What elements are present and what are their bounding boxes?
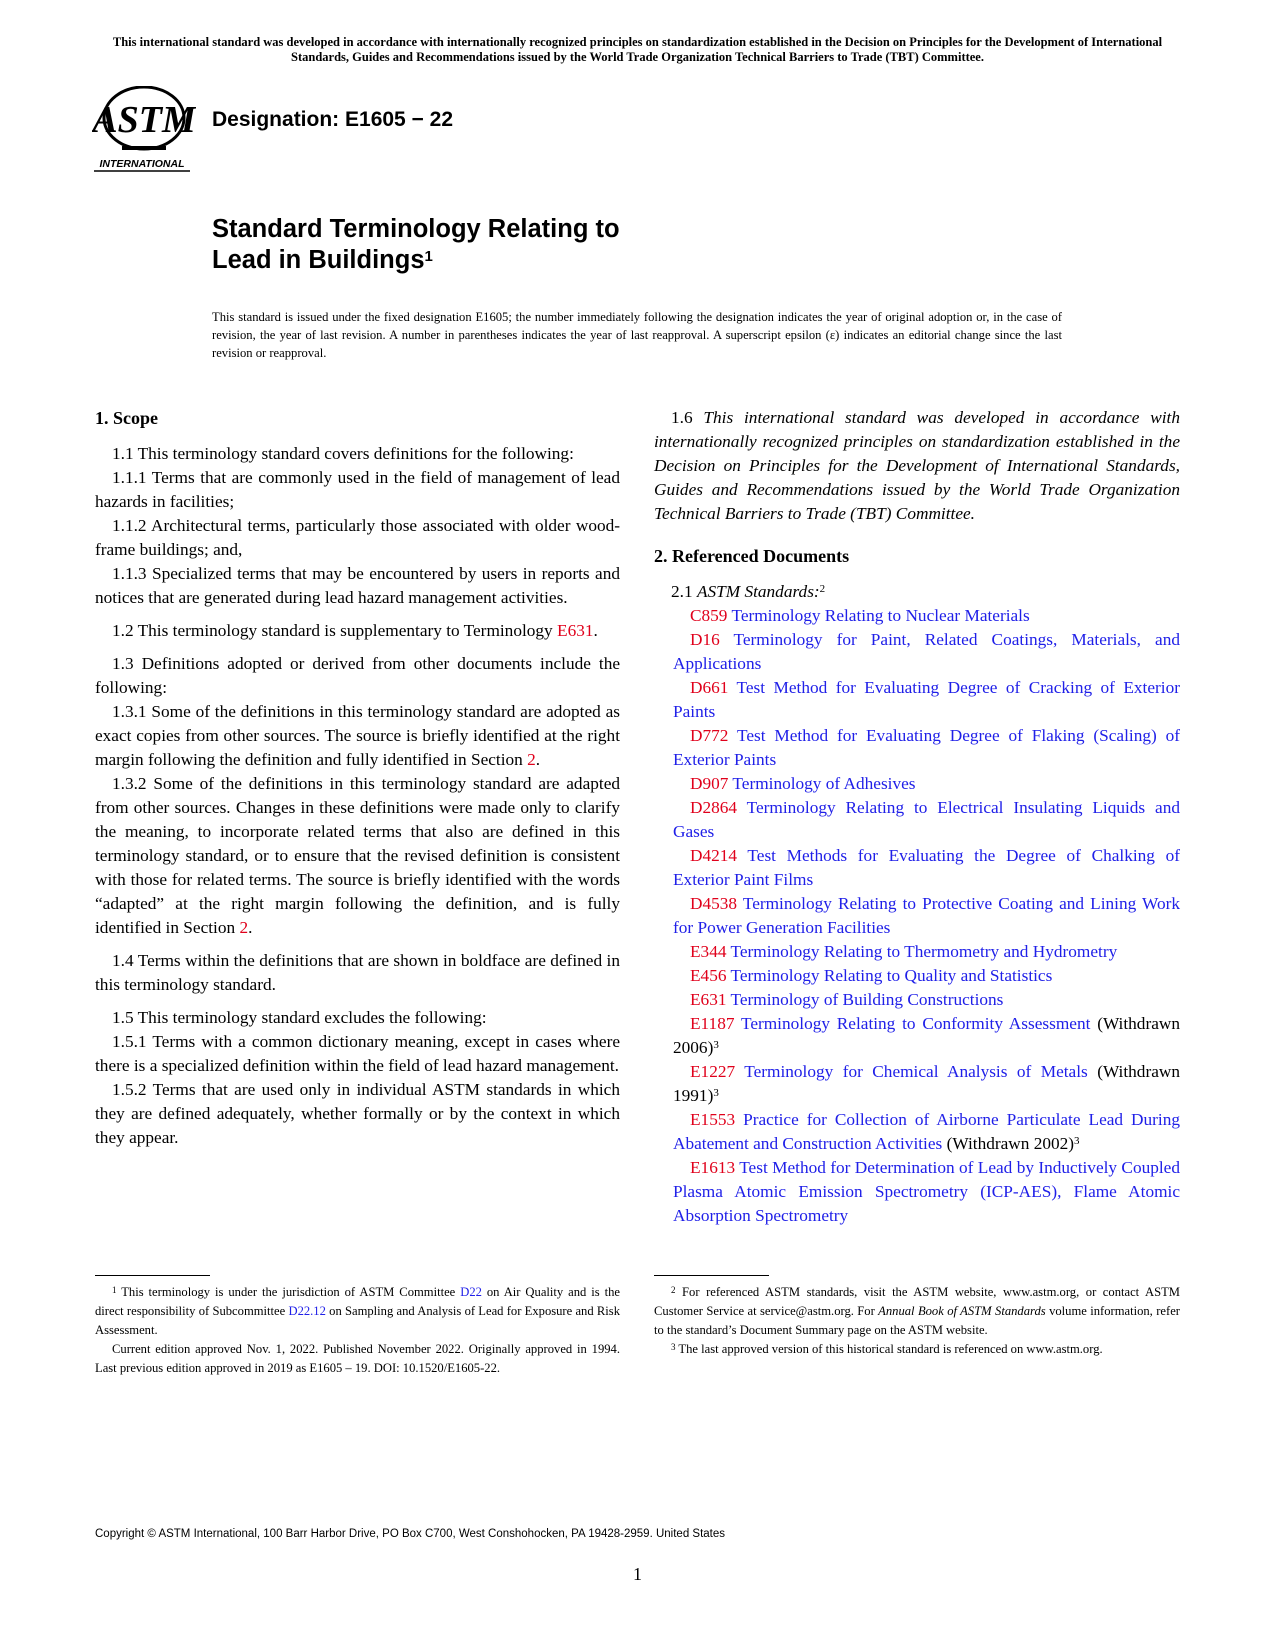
logo-international-text: INTERNATIONAL — [99, 158, 185, 170]
reference-code-link[interactable]: E631 — [690, 990, 727, 1009]
link-d22[interactable]: D22 — [460, 1285, 482, 1299]
reference-code-link[interactable]: C859 — [690, 606, 728, 625]
copyright: Copyright © ASTM International, 100 Barr Harbor Drive, PO Box C700, West Conshohocken, PA 19428-2959. United States — [95, 1528, 726, 1540]
reference-item — [654, 892, 1180, 940]
reference-title-link[interactable]: Test Method for Evaluating Degree of Cracking of Exterior Paints — [673, 678, 1180, 721]
reference-item — [654, 940, 1180, 964]
para-1-3-1: 1.3.1 Some of the definitions in this terminology standard are adopted as exact copies from other sources. The source is briefly identified at the right margin following the definition and fully identified in Section 2. — [95, 702, 620, 769]
title-footnote-mark: 1 — [424, 248, 433, 265]
para-1-3-2: 1.3.2 Some of the definitions in this terminology standard are adapted from other sources. Changes in these definitions were made only to clarify the meaning, to incorporate related terms that also are defined in this terminology standard, or to ensure that the revised definition is consistent with those for related terms. The source is briefly identified with the words “adapted” at the right margin following the definition, and is fully identified in Section 2. — [95, 774, 620, 937]
page-number: 1 — [633, 1564, 642, 1584]
link-d22-12[interactable]: D22.12 — [288, 1304, 326, 1318]
link-section-2[interactable]: 2 — [239, 918, 249, 937]
title-line-2: Lead in Buildings$^1$ — [212, 246, 433, 274]
reference-item — [654, 676, 1180, 724]
reference-code-link[interactable]: E344 — [690, 942, 727, 961]
footnote-1-edition: Current edition approved Nov. 1, 2022. Published November 2022. Originally approved in 1994. Last previous edition approved in 2019 as E1605 – 19. DOI: 10.1520/E1605-22. — [95, 1342, 620, 1375]
title-line-1: Standard Terminology Relating to — [212, 215, 620, 243]
reference-title-link[interactable]: Terminology Relating to Thermometry and Hydrometry — [730, 942, 1118, 961]
reference-item — [654, 796, 1180, 844]
para-1-5-2: 1.5.2 Terms that are used only in individual ASTM standards in which they are defined adequately, whether formally or by the context in which they appear. — [95, 1080, 620, 1147]
reference-item — [654, 964, 1180, 988]
para-1-2: 1.2 This terminology standard is supplementary to Terminology E631. — [112, 621, 598, 640]
reference-title-link[interactable]: Test Method for Evaluating Degree of Flaking (Scaling) of Exterior Paints — [673, 726, 1180, 769]
reference-item — [654, 724, 1180, 772]
reference-item — [654, 844, 1180, 892]
reference-code-link[interactable]: D4214 — [690, 846, 738, 865]
para-1-5: 1.5 This terminology standard excludes the following: — [112, 1008, 487, 1027]
para-1-6: 1.6 This international standard was developed in accordance with internationally recognized principles on standardization established in the Decision on Principles for the Development of International Standards, Guides and Recommendations issued by the World Trade Organization Technical Barriers to Trade (TBT) Committee. — [654, 408, 1180, 523]
reference-item — [654, 1060, 1180, 1108]
reference-code-link[interactable]: D907 — [690, 774, 729, 793]
reference-code-link[interactable]: D661 — [690, 678, 729, 697]
reference-title-link[interactable]: Terminology Relating to Nuclear Materials — [731, 606, 1030, 625]
reference-title-link[interactable]: Terminology Relating to Quality and Statistics — [730, 966, 1053, 985]
issue-note: This standard is issued under the fixed designation E1605; the number immediately following the designation indicates the year of original adoption or, in the case of revision, the year of last revision. A number in parentheses indicates the year of last reapproval. A superscript epsilon (ε) indicates an editorial change since the last revision or reapproval. — [212, 310, 1062, 360]
reference-code-link[interactable]: D2864 — [690, 798, 738, 817]
reference-code-link[interactable]: D772 — [690, 726, 729, 745]
reference-title-link[interactable]: Terminology for Chemical Analysis of Metals — [744, 1062, 1088, 1081]
para-1-1-2: 1.1.2 Architectural terms, particularly those associated with older wood-frame buildings; and, — [95, 516, 620, 559]
reference-withdrawn-note: (Withdrawn 2006) — [673, 1014, 1180, 1057]
para-1-4: 1.4 Terms within the definitions that are shown in boldface are defined in this terminology standard. — [95, 951, 620, 994]
reference-code-link[interactable]: E1613 — [690, 1158, 736, 1177]
reference-item — [654, 628, 1180, 676]
reference-title-link[interactable]: Terminology Relating to Conformity Assessment — [740, 1014, 1091, 1033]
reference-item — [654, 1012, 1180, 1060]
astm-logo — [92, 86, 196, 178]
footnote-1: $^1$ This terminology is under the jurisdiction of ASTM Committee D22 on Air Quality and is the direct responsibility of Subcommittee D22.12 on Sampling and Analysis of Lead for Exposure and Risk Assessment. — [95, 1285, 620, 1337]
reference-code-link[interactable]: D16 — [690, 630, 720, 649]
reference-item — [654, 604, 1180, 628]
reference-item — [654, 772, 1180, 796]
footnote-divider-left — [95, 1275, 210, 1276]
reference-withdrawn-note: (Withdrawn 2002) — [946, 1134, 1075, 1153]
right-column — [654, 406, 1180, 1228]
reference-item — [654, 1156, 1180, 1228]
reference-title-link[interactable]: Practice for Collection of Airborne Particulate Lead During Abatement and Construction Activities — [673, 1110, 1180, 1153]
reference-title-link[interactable]: Test Methods for Evaluating the Degree of Chalking of Exterior Paint Films — [673, 846, 1180, 889]
footnote-3: $^3$ The last approved version of this historical standard is referenced on www.astm.org. — [671, 1342, 1103, 1356]
reference-footnote-mark: 3 — [1074, 1135, 1080, 1147]
para-1-3: 1.3 Definitions adopted or derived from other documents include the following: — [95, 654, 620, 697]
svg-text:ASTM: ASTM — [92, 99, 196, 141]
left-column — [95, 406, 620, 1150]
reference-title-link[interactable]: Terminology of Building Constructions — [730, 990, 1004, 1009]
reference-title-link[interactable]: Terminology Relating to Protective Coating and Lining Work for Power Generation Facilities — [673, 894, 1180, 937]
link-e631[interactable]: E631 — [557, 621, 594, 640]
reference-title-link[interactable]: Terminology for Paint, Related Coatings, Materials, and Applications — [673, 630, 1180, 673]
top-notice: This international standard was developed in accordance with internationally recognized principles on standardization established in the Decision on Principles for the Development of International Standards, Guides and Recommendations issued by the World Trade Organization Technical Barriers to Trade (TBT) Committee. — [112, 35, 1163, 64]
reference-title-link[interactable]: Test Method for Determination of Lead by Inductively Coupled Plasma Atomic Emission Spectrometry (ICP-AES), Flame Atomic Absorption Spectrometry — [673, 1158, 1180, 1225]
reference-footnote-mark: 3 — [713, 1087, 719, 1099]
footnotes-left — [95, 1283, 620, 1378]
reference-title-link[interactable]: Terminology of Adhesives — [732, 774, 916, 793]
para-1-1-1: 1.1.1 Terms that are commonly used in the field of management of lead hazards in facilities; — [95, 468, 620, 511]
designation: Designation: E1605 − 22 — [212, 108, 454, 131]
astm-logo-icon — [92, 86, 196, 178]
footnote-2: $^2$ For referenced ASTM standards, visit the ASTM website, www.astm.org, or contact ASTM Customer Service at service@astm.org. For Annual Book of ASTM Standards volume information, refer to the standard’s Document Summary page on the ASTM website. — [654, 1285, 1180, 1337]
reference-item — [654, 1108, 1180, 1156]
link-section-2[interactable]: 2 — [527, 750, 536, 769]
para-1-1-3: 1.1.3 Specialized terms that may be encountered by users in reports and notices that are generated during lead hazard management activities. — [95, 564, 620, 607]
footnotes-right — [654, 1283, 1180, 1359]
footnote-divider-right — [654, 1275, 769, 1276]
reference-title-link[interactable]: Terminology Relating to Electrical Insulating Liquids and Gases — [673, 798, 1180, 841]
reference-withdrawn-note: (Withdrawn 1991) — [673, 1062, 1180, 1105]
reference-code-link[interactable]: E1227 — [690, 1062, 736, 1081]
reference-code-link[interactable]: E1553 — [690, 1110, 736, 1129]
reference-code-link[interactable]: E456 — [690, 966, 727, 985]
reference-item — [654, 988, 1180, 1012]
reference-code-link[interactable]: E1187 — [690, 1014, 735, 1033]
reference-list — [654, 604, 1180, 1228]
page-title — [212, 214, 620, 276]
references-heading: 2. Referenced Documents — [654, 546, 850, 566]
para-1-5-1: 1.5.1 Terms with a common dictionary meaning, except in cases where there is a specialized definition within the field of lead hazard management. — [95, 1032, 620, 1075]
reference-footnote-mark: 3 — [713, 1039, 719, 1051]
para-1-1: 1.1 This terminology standard covers definitions for the following: — [112, 444, 574, 463]
reference-code-link[interactable]: D4538 — [690, 894, 738, 913]
scope-heading: 1. Scope — [95, 408, 158, 428]
para-2-1: 2.1 ASTM Standards:$^2$ — [671, 582, 826, 601]
